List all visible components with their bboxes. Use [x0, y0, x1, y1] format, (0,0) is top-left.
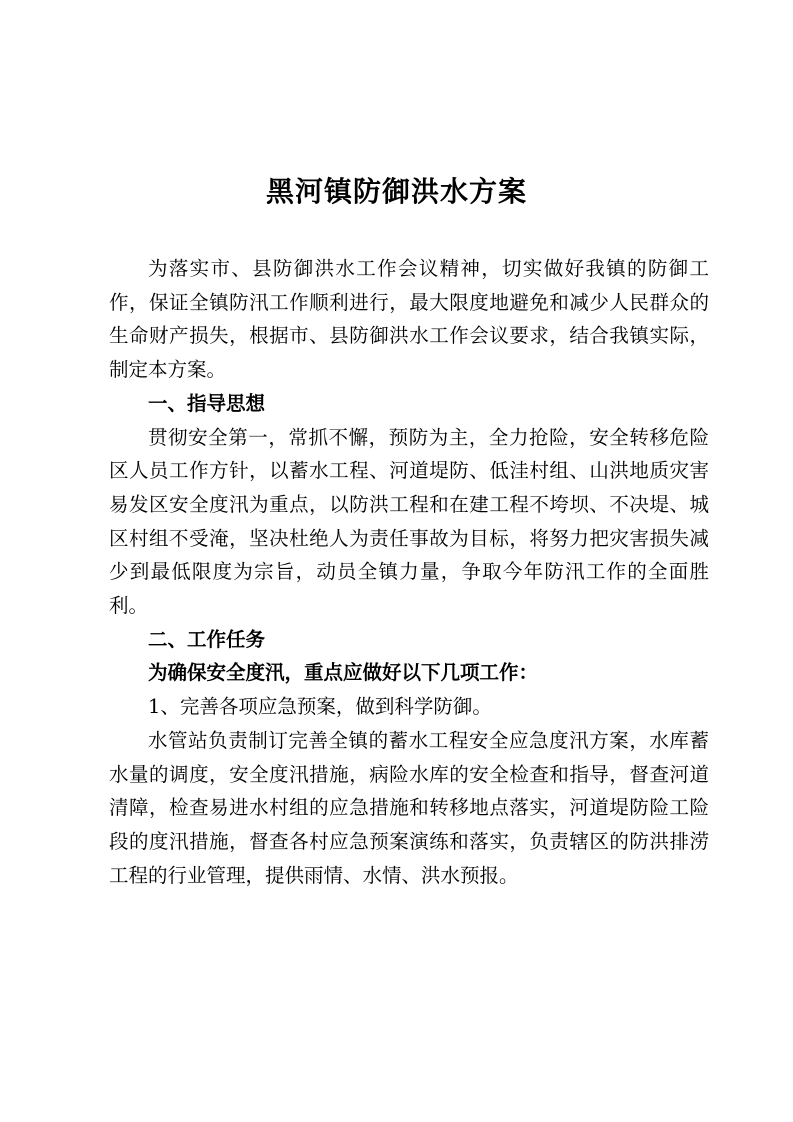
task-item-1: 1、完善各项应急预案，做到科学防御。 — [148, 695, 492, 719]
intro-paragraph: 为落实市、县防御洪水工作会议精神，切实做好我镇的防御工作，保证全镇防汛工作顺利进行，最大限度地避免和减少人民群众的生命财产损失，根据市、县防御洪水工作会议要求，结合我镇实际，制定本方案。 — [109, 257, 709, 382]
work-tasks-lead-sentence: 为确保安全度汛，重点应做好以下几项工作： — [148, 661, 539, 685]
document-title: 黑河镇防御洪水方案 — [265, 175, 527, 208]
task-item-1-detail-paragraph: 水管站负责制订完善全镇的蓄水工程安全应急度汛方案，水库蓄水量的调度，安全度汛措施，病险水库的安全检查和指导，督查河道清障，检查易进水村组的应急措施和转移地点落实，河道堤防险工险段的度汛措施，督查各村应急预案演练和落实，负责辖区的防洪排涝工程的行业管理，提供雨情、水情、洪水预报。 — [109, 728, 709, 887]
document-body — [109, 252, 709, 892]
guiding-ideology-paragraph: 贯彻安全第一，常抓不懈，预防为主，全力抢险，安全转移危险区人员工作方针，以蓄水工程、河道堤防、低洼村组、山洪地质灾害易发区安全度汛为重点，以防洪工程和在建工程不垮坝、不决堤、城区村组不受淹，坚决杜绝人为责任事故为目标，将努力把灾害损失减少到最低限度为宗旨，动员全镇力量，争取今年防汛工作的全面胜利。 — [109, 425, 709, 618]
section-heading-work-tasks: 二、工作任务 — [148, 627, 266, 651]
section-heading-guiding-ideology: 一、指导思想 — [148, 391, 266, 415]
